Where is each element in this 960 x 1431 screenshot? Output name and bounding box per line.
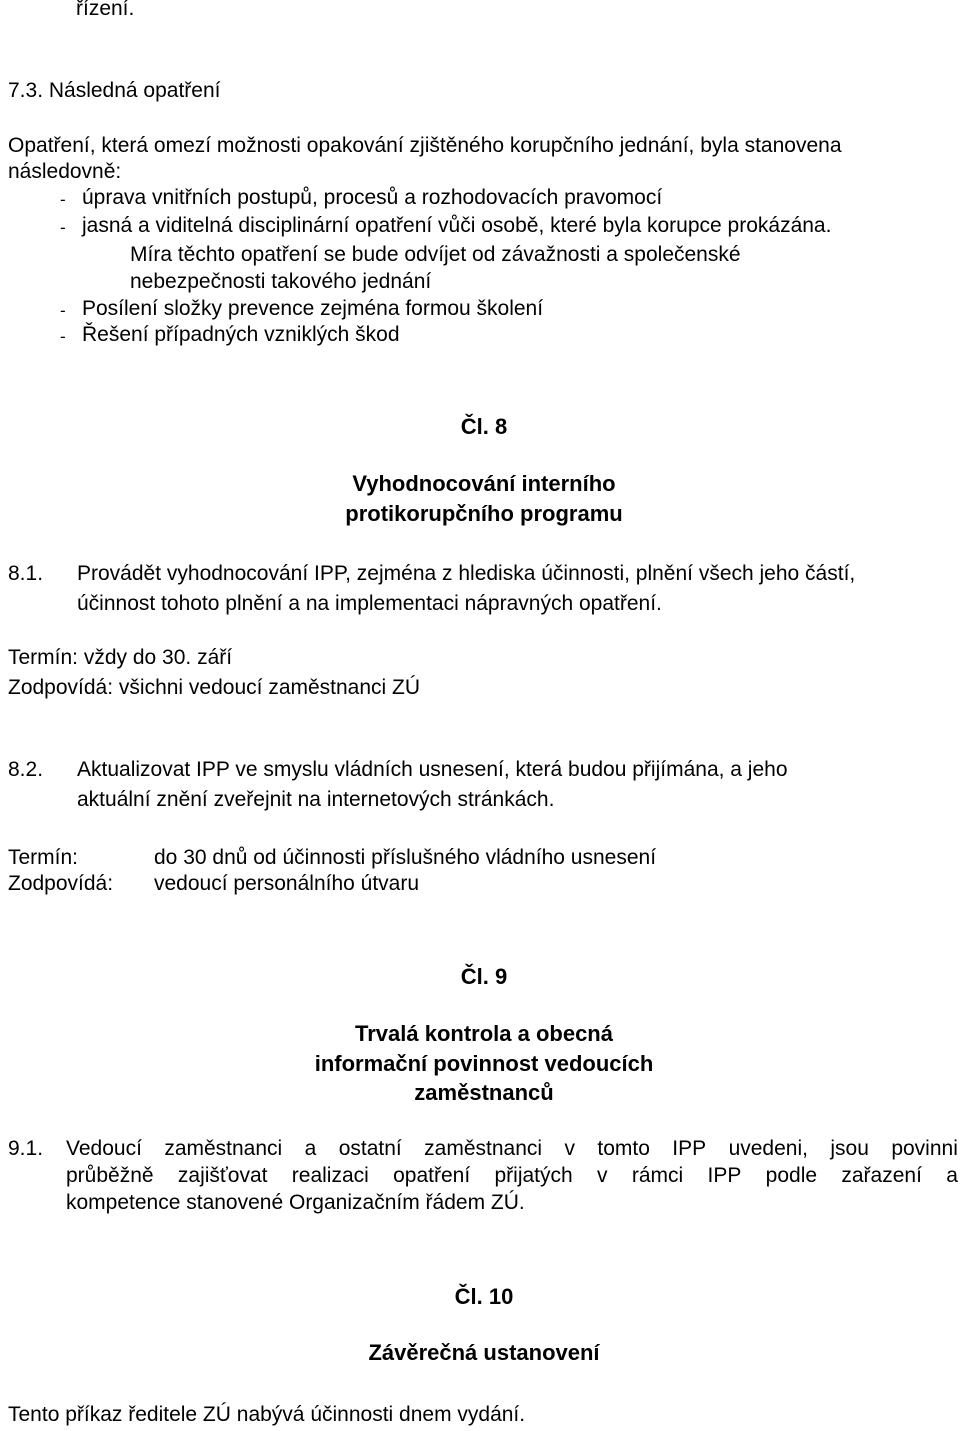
article-8-title-line2: protikorupčního programu: [345, 501, 623, 526]
article-10-number: Čl. 10: [454, 1284, 514, 1309]
paragraph-8-2-deadline-label: Termín:: [8, 846, 79, 869]
article-9-title-line1: Trvalá kontrola a obecná: [355, 1021, 613, 1046]
article-10-title: Závěrečná ustanovení: [368, 1340, 600, 1365]
paragraph-8-1-line2: účinnost tohoto plnění a na implementaci nápravných opatření.: [77, 592, 662, 615]
paragraph-8-2-line2: aktuální znění zveřejnit na internetových stránkách.: [77, 788, 555, 811]
list-item-continuation: nebezpečnosti takového jednání: [130, 270, 432, 293]
paragraph-8-2-responsible-value: vedoucí personálního útvaru: [154, 872, 420, 895]
article-9-number: Čl. 9: [460, 964, 508, 989]
section-7-3-heading: 7.3. Následná opatření: [8, 79, 221, 102]
article-9-title-line2: informační povinnost vedoucích: [314, 1051, 654, 1076]
list-dash: -: [60, 218, 66, 237]
paragraph-9-1-line3: kompetence stanovené Organizačním řádem ZÚ.: [66, 1191, 525, 1214]
paragraph-8-1-line1: Provádět vyhodnocování IPP, zejména z hlediska účinnosti, plnění všech jeho částí,: [77, 562, 856, 585]
section-7-3-intro-line2: následovně:: [8, 160, 122, 183]
article-8-title-line1: Vyhodnocování interního: [352, 471, 616, 496]
article-8-number: Čl. 8: [460, 414, 508, 439]
paragraph-8-1-deadline: Termín: vždy do 30. září: [8, 646, 233, 669]
paragraph-9-1-line1: Vedoucí zaměstnanci a ostatní zaměstnanci v tomto IPP uvedeni, jsou povinni: [66, 1137, 958, 1160]
paragraph-8-2-responsible-label: Zodpovídá:: [8, 872, 114, 895]
paragraph-8-1-number: 8.1.: [8, 562, 44, 585]
list-item: úprava vnitřních postupů, procesů a rozhodovacích pravomocí: [82, 186, 663, 209]
list-item: Řešení případných vzniklých škod: [82, 323, 400, 346]
section-7-3-intro-line1: Opatření, která omezí možnosti opakování zjištěného korupčního jednání, byla stanovena: [8, 134, 842, 157]
paragraph-9-1-number: 9.1.: [8, 1137, 44, 1160]
paragraph-8-2-deadline-value: do 30 dnů od účinnosti příslušného vládního usnesení: [154, 846, 657, 869]
list-item: jasná a viditelná disciplinární opatření vůči osobě, které byla korupce prokázána.: [82, 214, 832, 237]
list-dash: -: [60, 327, 66, 346]
list-dash: -: [60, 301, 66, 320]
paragraph-8-1-responsible: Zodpovídá: všichni vedoucí zaměstnanci ZÚ: [8, 676, 421, 699]
paragraph-8-2-line1: Aktualizovat IPP ve smyslu vládních usnesení, která budou přijímána, a jeho: [77, 758, 788, 781]
closing-statement: Tento příkaz ředitele ZÚ nabývá účinnosti dnem vydání.: [8, 1403, 526, 1426]
list-item-continuation: Míra těchto opatření se bude odvíjet od závažnosti a společenské: [130, 243, 741, 266]
paragraph-9-1-line2: průběžně zajišťovat realizaci opatření přijatých v rámci IPP podle zařazení a: [66, 1164, 958, 1187]
article-9-title-line3: zaměstnanců: [414, 1080, 554, 1105]
list-dash: -: [60, 190, 66, 209]
top-fragment-text: řízení.: [76, 0, 135, 20]
list-item: Posílení složky prevence zejména formou školení: [82, 297, 544, 320]
paragraph-8-2-number: 8.2.: [8, 758, 44, 781]
